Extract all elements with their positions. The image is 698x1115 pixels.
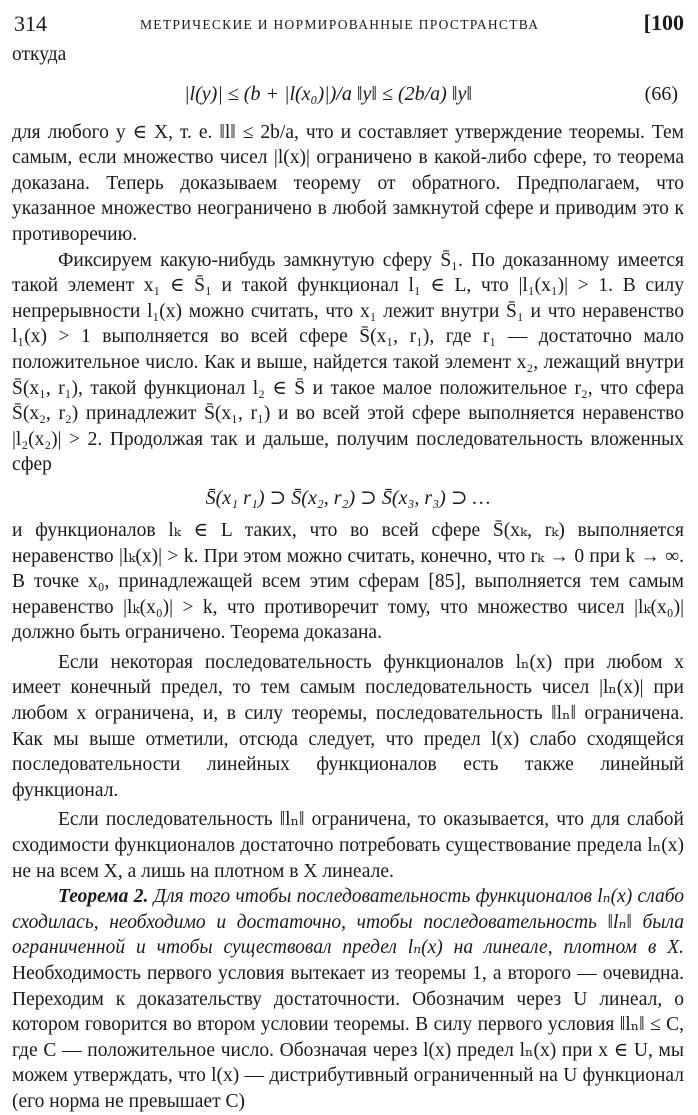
- paragraph-1: для любого y ∈ X, т. е. ‖l‖ ≤ 2b/a, что и составляет утверждение теоремы. Тем самым, если множество чисел |l(x)| ограничено в какой-либо сфере, то теорема доказана. Теперь доказываем теорему от обратного. Предполагаем, что указанное множество неограничено в любой замкнутой сфере и приводим это к противоречию.: [12, 121, 684, 245]
- running-title: МЕТРИЧЕСКИЕ И НОРМИРОВАННЫЕ ПРОСТРАНСТВА: [140, 17, 540, 32]
- book-page: [12, 8, 684, 1112]
- section-marker: [100: [643, 10, 684, 35]
- formula-66-number: (66): [644, 82, 678, 105]
- running-head: [12, 8, 684, 42]
- paragraph-3: и функционалов lₖ ∈ L таких, что во всей сфере S̄(xₖ, rₖ) выполняется неравенство |lₖ(x)| > k. При этом можно считать, конечно, что rₖ → 0 при k → ∞. В точке x₀, принадлежащей всем этим сферам [85], выполняется тем самым неравенство |lₖ(x₀)| > k, что противоречит тому, что множество чисел |lₖ(x₀)| должно быть ограничено. Теорема доказана.: [12, 519, 684, 644]
- page-number: 314: [14, 11, 47, 36]
- theorem-2: [12, 884, 684, 1114]
- formula-66: [12, 68, 684, 120]
- theorem-2-title: Теорема 2.: [58, 886, 149, 908]
- formula-nested-spheres: [12, 478, 684, 518]
- theorem-2-proof: Необходимость первого условия вытекает из теоремы 1, а второго — очевидна. Переходим к доказательству достаточности. Обозначим через U линеал, о котором говорится во втором условии теоремы. В силу первого условия ‖lₙ‖ ≤ C, где C — положительное число. Обозначая через l(x) предел lₙ(x) при x ∈ U, мы можем утверждать, что l(x) — дистрибутивный ограниченный на U функционал (его норма не превышает C): [12, 963, 684, 1112]
- paragraph-5: Если последовательность ‖lₙ‖ ограничена, то оказывается, что для слабой сходимости функционалов достаточно потребовать существование предела lₙ(x) не на всем X, а лишь на плотном в X линеале.: [12, 809, 684, 882]
- formula-nested-spheres-expression: S̄(x₁ r₁) ⊃ S̄(x₂, r₂) ⊃ S̄(x₃, r₃) ⊃ …: [205, 486, 491, 509]
- lead-word: откуда: [12, 44, 67, 65]
- paragraph-4: Если некоторая последовательность функционалов lₙ(x) при любом x имеет конечный предел, то тем самым последовательность чисел |lₙ(x)| при любом x ограничена, и, в силу теоремы, последовательность ‖lₙ‖ ограничена. Как мы выше отметили, отсюда следует, что предел l(x) слабо сходящейся последовательности линейных функционалов есть также линейный функционал.: [12, 651, 684, 801]
- paragraph-2: Фиксируем какую-нибудь замкнутую сферу S̄₁. По доказанному имеется такой элемент x₁ ∈ S̄₁ и такой функционал l₁ ∈ L, что |l₁(x₁)| > 1. В силу непрерывности l₁(x) можно считать, что x₁ лежит внутри S̄₁ и что неравенство l₁(x) > 1 выполняется во всей сфере S̄(x₁, r₁), где r₁ — достаточно мало положительное число. Как и выше, найдется такой элемент x₂, лежащий внутри S̄(x₁, r₁), такой функционал l₂ ∈ S̄ и такое малое положительное r₂, что сфера S̄(x₂, r₂) принадлежит S̄(x₁, r₁) и во всей этой сфере выполняется неравенство |l₂(x₂)| > 2. Продолжая так и дальше, получим последовательность вложенных сфер: [12, 249, 684, 476]
- formula-66-expression: |l(y)| ≤ (b + |l(x₀)|)/a ‖y‖ ≤ (2b/a) ‖y‖: [184, 82, 472, 105]
- theorem-2-statement: Для того чтобы последовательность функционалов lₙ(x) слабо сходилась, необходимо и достаточно, чтобы последовательность ‖lₙ‖ была ограниченной и чтобы существовал предел lₙ(x) на линеале, плотном в X.: [12, 886, 684, 959]
- page-body: [12, 42, 684, 1115]
